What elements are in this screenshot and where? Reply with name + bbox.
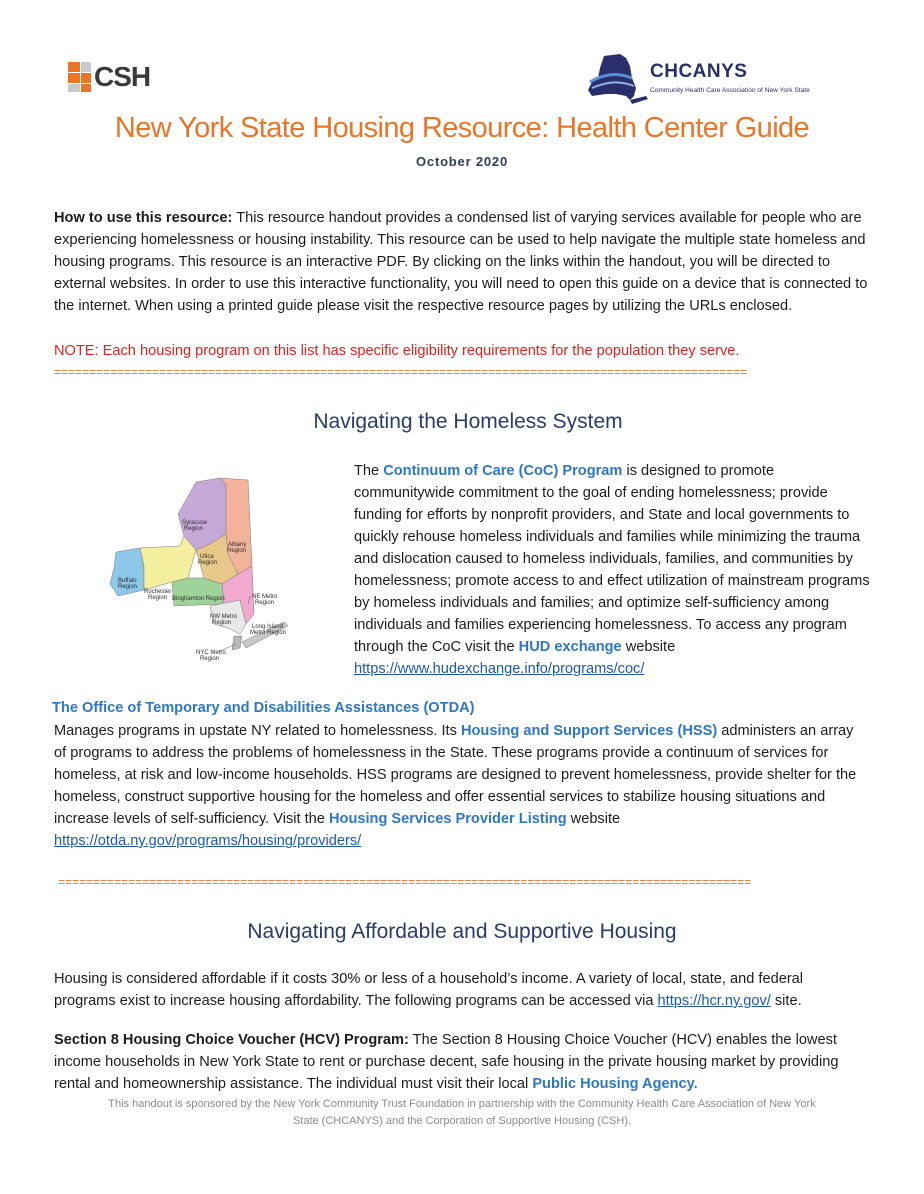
public-housing-agency-link[interactable]: Public Housing Agency.: [532, 1076, 698, 1092]
sponsor-footer: This handout is sponsored by the New York Community Trust Foundation in partnership with the Community Health Care Association of New York State (CHCANYS) and the Corporation of Supportive Housing (CSH).: [108, 1098, 816, 1127]
map-label-long-island: Long Island Metro Region: [250, 624, 287, 636]
ny-regions-map: [100, 474, 300, 670]
map-label-ne-metro: NE Metro Region: [252, 594, 278, 606]
hss-link[interactable]: Housing and Support Services (HSS): [460, 723, 718, 739]
hud-exchange-link[interactable]: HUD exchange: [518, 639, 622, 655]
otda-url-link[interactable]: https://otda.ny.gov/programs/housing/providers/: [54, 833, 362, 849]
map-label-binghamton: Binghamton Region: [172, 596, 225, 602]
intro-paragraph: [54, 207, 870, 317]
section8-paragraph: Section 8 Housing Choice Voucher (HCV) Program: The Section 8 Housing Choice Voucher (HCV) enables the lowest income households in New York State to rent or purchase decent, safe housing in the private housing market by providing rental and homeownership assistance. The individual must visit their local Public Housing Agency.: [54, 1032, 839, 1092]
map-region-nyc: [232, 636, 242, 650]
otda-paragraph: Manages programs in upstate NY related to homelessness. Its Housing and Support Services (HSS) administers an array of programs to address the problems of homelessness in the State. These programs provide a continuum of services for homeless, at risk and low-income households. HSS programs are designed to prevent homelessness, provide shelter for the homeless, construct supportive housing for the homeless and offer essential services to stabilize housing situations and increase levels of self-sufficiency. Visit the Housing Services Provider Listing website https://otda.ny.gov/programs/housing/providers/: [54, 723, 857, 849]
divider-line: ===================================================================================================: [58, 876, 752, 890]
intro-body: This resource handout provides a condensed list of varying services available for people who are experiencing homelessness or housing instability. This resource can be used to help navigate the multiple state homeless and housing programs. This resource is an interactive PDF. By clicking on the links within the handout, you will be directed to external websites. In order to use this interactive functionality, you will need to open this guide on a device that is connected to the internet. When using a printed guide please visit the respective resource pages by utilizing the URLs enclosed.: [54, 210, 868, 314]
map-label-albany: Albany Region: [227, 542, 247, 554]
coc-paragraph: The Continuum of Care (CoC) Program is designed to promote communitywide commitment to the goal of ending homelessness; provide funding for efforts by nonprofit providers, and State and local governments to quickly rehouse homeless individuals and families while minimizing the trauma and dislocation caused to homeless individuals, families, and communities by homelessness; promote access to and effect utilization of mainstream programs by homeless individuals and families; and optimize self-sufficiency among individuals and families experiencing homelessness. To access any program through the CoC visit the HUD exchange website https://www.hudexchange.info/programs/coc/: [354, 463, 870, 677]
map-label-syracuse: Syracuse Region: [182, 520, 208, 532]
coc-program-link[interactable]: Continuum of Care (CoC) Program: [383, 463, 623, 479]
hcr-url-link[interactable]: https://hcr.ny.gov/: [657, 993, 771, 1009]
section-title-homeless: Navigating the Homeless System: [313, 410, 623, 433]
section-title-affordable: Navigating Affordable and Supportive Housing: [247, 920, 677, 943]
csh-blocks-icon: [68, 60, 94, 96]
publication-date: October 2020: [416, 154, 508, 169]
divider-line: ===================================================================================================: [54, 366, 748, 380]
map-label-nyc: NYC Metro Region: [196, 650, 226, 662]
map-label-utica: Utica Region: [198, 554, 218, 566]
provider-listing-link[interactable]: Housing Services Provider Listing: [328, 811, 567, 827]
affordable-paragraph: Housing is considered affordable if it costs 30% or less of a household’s income. A variety of local, state, and federal programs exist to increase housing affordability. The following programs can be accessed via https://hcr.ny.gov/ site.: [54, 971, 804, 1009]
csh-logo: [68, 60, 168, 100]
page-title: New York State Housing Resource: Health Center Guide: [114, 112, 810, 144]
map-label-rochester: Rochester Region: [144, 589, 172, 601]
coc-url-link[interactable]: https://www.hudexchange.info/programs/coc/: [354, 661, 645, 677]
otda-heading-link[interactable]: The Office of Temporary and Disabilities Assistances (OTDA): [52, 700, 475, 716]
intro-lead: How to use this resource:: [54, 210, 233, 226]
map-label-buffalo: Buffalo Region: [118, 578, 138, 590]
section8-lead: Section 8 Housing Choice Voucher (HCV) Program:: [54, 1032, 409, 1048]
csh-wordmark: CSH: [94, 61, 151, 92]
chcanys-wordmark: CHCANYS: [650, 61, 748, 82]
chcanys-tagline: Community Health Care Association of New York State: [650, 87, 810, 94]
map-label-nw-metro: NW Metro Region: [210, 614, 237, 626]
chcanys-logo: [586, 52, 856, 108]
ny-state-icon: [586, 52, 650, 108]
eligibility-note: NOTE: Each housing program on this list has specific eligibility requirements for the population they serve.: [54, 343, 740, 359]
